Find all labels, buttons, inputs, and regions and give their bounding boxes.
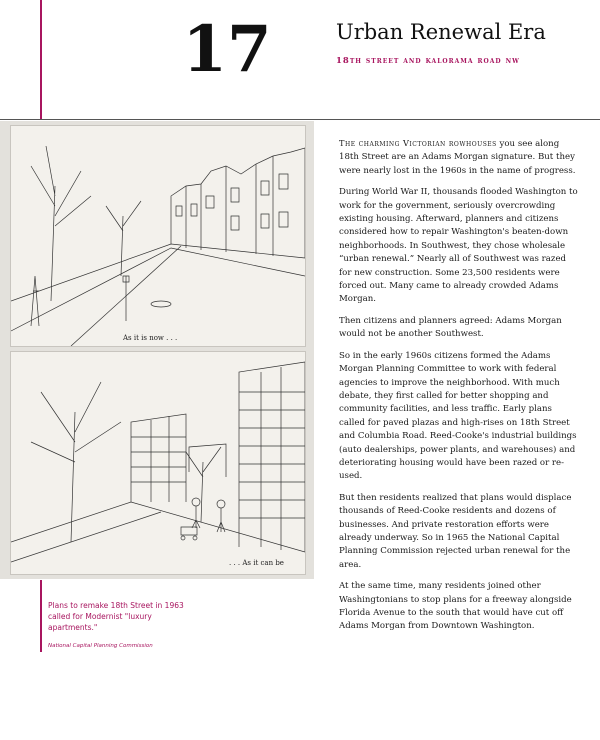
- header-divider: [0, 119, 600, 120]
- lead-in: The charming Victorian rowhouses: [339, 138, 497, 148]
- article-body: [339, 137, 579, 642]
- figure-caption: Plans to remake 18th Street in 1963 called for Modernist "luxury apartments.": [48, 601, 184, 632]
- page-subtitle: 18th street and kalorama road nw: [336, 56, 520, 66]
- paragraph-4: So in the early 1960s citizens formed the Adams Morgan Planning Committee to work with federal agencies to improve the neighborhood. With much debate, they first called for better shopping and community facilities, and less traffic. Early plans called for paved plazas and high-rises on 18th Street and Columbia Road. Reed-Cooke's industrial buildings (auto dealerships, power plants, and warehouses) and deteriorating housing would have been razed or re-used.: [339, 350, 577, 482]
- sketch-street-now: [10, 125, 306, 347]
- accent-rule-top: [40, 0, 42, 120]
- page-title: Urban Renewal Era: [336, 20, 546, 44]
- accent-rule-caption: [40, 580, 42, 652]
- sketch-street-future: [10, 351, 306, 575]
- paragraph-2: During World War II, thousands flooded Washington to work for the government, seriously overcrowding existing housing. Afterward, planners and citizens considered how to repair Washington's beaten-down neighborhoods. In Southwest, they chose wholesale “urban renewal.” Nearly all of Southwest was razed for new construction. Some 23,500 residents were forced out. Many came to already crowded Adams Morgan.: [339, 187, 578, 305]
- sketch-street-now-drawing: [11, 126, 305, 346]
- caption-future: . . . As it can be: [229, 559, 284, 567]
- figure-credit: National Capital Planning Commission: [48, 643, 153, 649]
- illustration-panel: [0, 121, 314, 579]
- sketch-street-future-drawing: [11, 352, 305, 574]
- paragraph-3: Then citizens and planners agreed: Adams Morgan would not be another Southwest.: [339, 315, 562, 340]
- paragraph-5: But then residents realized that plans would displace thousands of Reed-Cooke residents and dozens of businesses. And private restoration efforts were already underway. So in 1965 the National Capital Planning Commission rejected urban renewal for the area.: [339, 492, 572, 570]
- paragraph-1-text: you see along 18th Street are an Adams Morgan signature. But they were nearly lost in the 1960s in the name of progress.: [339, 139, 576, 176]
- caption-now: As it is now . . .: [123, 334, 178, 342]
- paragraph-1: [339, 137, 579, 178]
- chapter-number: 17: [182, 12, 272, 87]
- paragraph-6: At the same time, many residents joined other Washingtonians to stop plans for a freeway alongside Florida Avenue to the south that would have cut off Adams Morgan from Downtown Washington.: [339, 581, 572, 632]
